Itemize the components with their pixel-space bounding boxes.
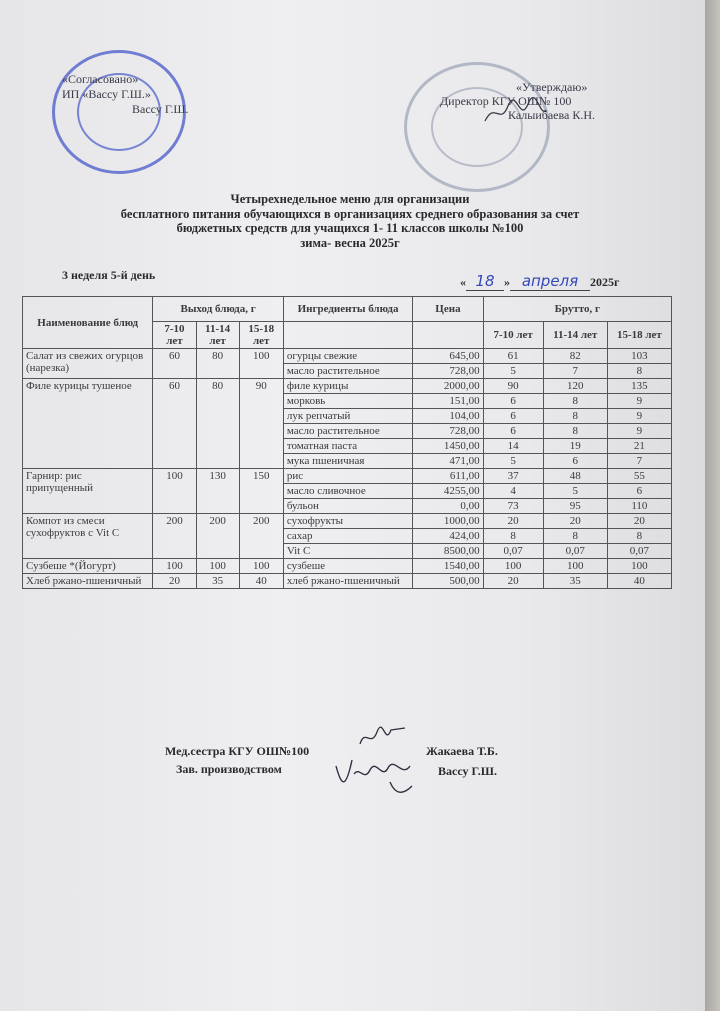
output-7-10: 100: [153, 559, 196, 574]
output-15-18: 150: [239, 469, 283, 514]
header-output: Выход блюда, г: [153, 297, 283, 322]
output-11-14: 35: [196, 574, 239, 589]
output-15-18: 90: [239, 379, 283, 469]
gross-15-18: 8: [607, 364, 671, 379]
gross-11-14: 20: [543, 514, 607, 529]
ingredient-name: филе курицы: [283, 379, 412, 394]
ingredient-name: томатная паста: [283, 439, 412, 454]
dish-name: Компот из смеси сухофруктов с Vit C: [23, 514, 153, 559]
gross-15-18: 55: [607, 469, 671, 484]
ingredient-price: 104,00: [413, 409, 483, 424]
date-month: апреля: [510, 272, 590, 291]
gross-7-10: 61: [483, 349, 543, 364]
ingredient-price: 728,00: [413, 424, 483, 439]
approval-right-name: Калыибаева К.Н.: [508, 108, 596, 122]
header-age-7-10: 7-10 лет: [153, 322, 196, 349]
output-7-10: 100: [153, 469, 196, 514]
gross-7-10: 6: [483, 394, 543, 409]
ingredient-price: 1450,00: [413, 439, 483, 454]
ingredient-price: 2000,00: [413, 379, 483, 394]
gross-11-14: 6: [543, 454, 607, 469]
gross-15-18: 9: [607, 424, 671, 439]
output-7-10: 60: [153, 349, 196, 379]
document-title: [60, 192, 640, 250]
gross-7-10: 14: [483, 439, 543, 454]
gross-15-18: 6: [607, 484, 671, 499]
gross-11-14: 5: [543, 484, 607, 499]
gross-15-18: 20: [607, 514, 671, 529]
date-year: 2025г: [590, 275, 620, 289]
ingredient-name: лук репчатый: [283, 409, 412, 424]
table-row: [23, 514, 672, 529]
output-15-18: 200: [239, 514, 283, 559]
gross-7-10: 37: [483, 469, 543, 484]
approval-left-org: ИП «Вассу Г.Ш.»: [62, 87, 151, 101]
date-mid: »: [504, 275, 510, 289]
gross-15-18: 7: [607, 454, 671, 469]
table-row: [23, 559, 672, 574]
title-line-3: бюджетных средств для учащихся 1- 11 классов школы №100: [176, 221, 524, 235]
gross-15-18: 8: [607, 529, 671, 544]
nurse-name: Жакаева Т.Б.: [426, 744, 498, 758]
title-line-1: Четырехнедельное меню для организации: [230, 192, 470, 206]
gross-11-14: 48: [543, 469, 607, 484]
header-gross-7-10: 7-10 лет: [483, 322, 543, 349]
ingredient-name: масло растительное: [283, 364, 412, 379]
gross-7-10: 73: [483, 499, 543, 514]
ingredient-name: масло растительное: [283, 424, 412, 439]
gross-7-10: 20: [483, 514, 543, 529]
table-row: [23, 349, 672, 364]
ingredient-name: хлеб ржано-пшеничный: [283, 574, 412, 589]
menu-table: [22, 296, 672, 589]
gross-11-14: 82: [543, 349, 607, 364]
gross-15-18: 103: [607, 349, 671, 364]
header-ingredients: Ингредиенты блюда: [283, 297, 412, 322]
gross-11-14: 8: [543, 409, 607, 424]
output-15-18: 100: [239, 349, 283, 379]
output-11-14: 200: [196, 514, 239, 559]
gross-11-14: 19: [543, 439, 607, 454]
gross-11-14: 95: [543, 499, 607, 514]
gross-11-14: 7: [543, 364, 607, 379]
signature-production: [330, 752, 425, 802]
gross-11-14: 35: [543, 574, 607, 589]
table-row: [23, 574, 672, 589]
dish-name: Гарнир: рис припущенный: [23, 469, 153, 514]
ingredient-name: рис: [283, 469, 412, 484]
ingredient-price: 645,00: [413, 349, 483, 364]
output-15-18: 100: [239, 559, 283, 574]
header-dish-name: Наименование блюд: [23, 297, 153, 349]
ingredient-name: морковь: [283, 394, 412, 409]
dish-name: Филе курицы тушеное: [23, 379, 153, 469]
output-11-14: 130: [196, 469, 239, 514]
gross-15-18: 110: [607, 499, 671, 514]
gross-7-10: 0,07: [483, 544, 543, 559]
dish-name: Хлеб ржано-пшеничный: [23, 574, 153, 589]
gross-11-14: 100: [543, 559, 607, 574]
gross-15-18: 9: [607, 409, 671, 424]
header-empty: [413, 322, 483, 349]
gross-15-18: 135: [607, 379, 671, 394]
approval-left-heading: «Согласовано»: [62, 72, 139, 86]
ingredient-price: 728,00: [413, 364, 483, 379]
ingredient-price: 611,00: [413, 469, 483, 484]
document-date: [460, 272, 619, 291]
gross-11-14: 8: [543, 529, 607, 544]
header-gross-15-18: 15-18 лет: [607, 322, 671, 349]
date-open: «: [460, 275, 466, 289]
ingredient-price: 4255,00: [413, 484, 483, 499]
nurse-title: Мед.сестра КГУ ОШ№100: [165, 744, 310, 758]
gross-7-10: 5: [483, 364, 543, 379]
ingredient-name: сахар: [283, 529, 412, 544]
ingredient-name: огурцы свежие: [283, 349, 412, 364]
output-15-18: 40: [239, 574, 283, 589]
approval-left-name: Вассу Г.Ш.: [132, 102, 189, 116]
ingredient-name: Vit C: [283, 544, 412, 559]
header-gross: Брутто, г: [483, 297, 671, 322]
gross-7-10: 4: [483, 484, 543, 499]
dish-name: Сузбеше *(Йогурт): [23, 559, 153, 574]
title-line-4: зима- весна 2025г: [300, 235, 400, 250]
gross-11-14: 120: [543, 379, 607, 394]
gross-7-10: 6: [483, 424, 543, 439]
gross-15-18: 9: [607, 394, 671, 409]
gross-15-18: 100: [607, 559, 671, 574]
header-gross-11-14: 11-14 лет: [543, 322, 607, 349]
ingredient-name: бульон: [283, 499, 412, 514]
gross-11-14: 0,07: [543, 544, 607, 559]
page-edge: [705, 0, 720, 1011]
header-price: Цена: [413, 297, 483, 322]
gross-15-18: 40: [607, 574, 671, 589]
gross-7-10: 6: [483, 409, 543, 424]
gross-7-10: 90: [483, 379, 543, 394]
ingredient-price: 151,00: [413, 394, 483, 409]
gross-15-18: 0,07: [607, 544, 671, 559]
ingredient-price: 8500,00: [413, 544, 483, 559]
ingredient-price: 471,00: [413, 454, 483, 469]
gross-7-10: 5: [483, 454, 543, 469]
ingredient-price: 1000,00: [413, 514, 483, 529]
signature-nurse: [355, 722, 415, 752]
date-day: 18: [466, 272, 504, 291]
table-row: [23, 469, 672, 484]
gross-7-10: 100: [483, 559, 543, 574]
header-age-15-18: 15-18 лет: [239, 322, 283, 349]
approval-left: [62, 72, 189, 117]
gross-7-10: 8: [483, 529, 543, 544]
output-7-10: 200: [153, 514, 196, 559]
header-age-11-14: 11-14 лет: [196, 322, 239, 349]
ingredient-price: 424,00: [413, 529, 483, 544]
ingredient-name: мука пшеничная: [283, 454, 412, 469]
ingredient-price: 0,00: [413, 499, 483, 514]
ingredient-price: 500,00: [413, 574, 483, 589]
gross-7-10: 20: [483, 574, 543, 589]
approval-right-heading: «Утверждаю»: [516, 80, 588, 94]
output-7-10: 20: [153, 574, 196, 589]
week-day: 3 неделя 5-й день: [62, 268, 156, 282]
signature-director: [480, 96, 550, 130]
output-11-14: 80: [196, 349, 239, 379]
output-11-14: 100: [196, 559, 239, 574]
approval-right-position: Директор КГУ ОШ№ 100: [440, 94, 572, 108]
gross-11-14: 8: [543, 424, 607, 439]
gross-11-14: 8: [543, 394, 607, 409]
table-row: [23, 379, 672, 394]
dish-name: Салат из свежих огурцов (нарезка): [23, 349, 153, 379]
ingredient-price: 1540,00: [413, 559, 483, 574]
ingredient-name: масло сливочное: [283, 484, 412, 499]
gross-15-18: 21: [607, 439, 671, 454]
title-line-2: бесплатного питания обучающихся в организациях среднего образования за счет: [120, 206, 580, 221]
ingredient-name: сузбеше: [283, 559, 412, 574]
header-empty: [283, 322, 412, 349]
production-title: Зав. производством: [176, 762, 282, 776]
output-11-14: 80: [196, 379, 239, 469]
ingredient-name: сухофрукты: [283, 514, 412, 529]
output-7-10: 60: [153, 379, 196, 469]
production-name: Вассу Г.Ш.: [438, 764, 497, 778]
